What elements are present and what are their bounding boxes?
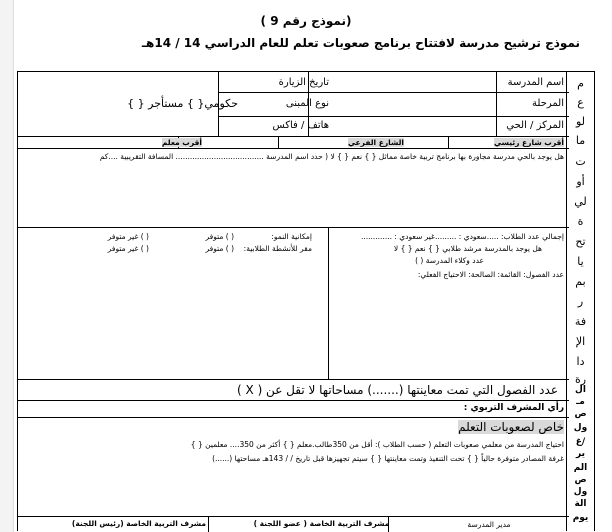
activities-not-available[interactable]: ( ) غير متوفر [107,244,149,253]
building-options[interactable]: حكومي{ } مستأجر { } [127,97,238,110]
side-label: ت [575,155,586,168]
form-number: ( نموذج رقم 9) [260,14,352,28]
side-label: فة [574,315,587,328]
side-label: ر [577,295,584,308]
growth-not-available[interactable]: ( ) غير متوفر [107,232,149,241]
side-label: ص [574,475,587,485]
activities-label: مقر للأنشطة الطلابية: [243,244,312,253]
side-label: الإ [575,335,586,348]
nearest-teacher-label: أقرب معلم [161,138,202,147]
side-column [566,72,594,531]
form-table [17,71,595,531]
center-label: المركز / الحي [506,120,564,131]
side-label: ما [575,134,586,147]
supervisor-opinion: رأي المشرف التربوي : [463,403,564,413]
side-label: الم [573,463,588,473]
activities-available[interactable]: ( ) متوفر [205,244,234,253]
special-text-resource-room: غرفة المصادر متوفرة حالياً { } تحت التنفيذ وتمت معاينتها { } سيتم تجهيزها قبل تاريخ / / 143هـ مساحتها (......) [212,454,564,463]
side-label: بم [575,275,586,288]
deputies-count: عدد وكلاء المدرسة ( ) [415,256,484,265]
growth-available[interactable]: ( ) متوفر [205,232,234,241]
side-street-label: الشارع الفرعي [347,138,404,147]
side-label: ص [574,409,587,419]
school-name-label: اسم المدرسة [507,77,564,88]
side-label: ع [577,96,584,109]
side-label: يوم [572,513,589,523]
stage-label: المرحلة [532,98,564,109]
special-section-title: خاص لصعوبات التعلم [458,420,564,434]
side-label: رة [574,373,587,386]
growth-label: إمكانية النمو: [271,232,312,241]
side-label: مـ [576,397,585,407]
side-label: ول [573,487,588,497]
side-label: لو [575,115,586,128]
total-students: إجمالي عدد الطلاب: .....سعودي : .........غير سعودي : ............. [360,232,564,241]
similar-program-question: هل يوجد بالحي مدرسة مجاورة بها برنامج تربية خاصة مماثل { } نعم { } لا ( حدد اسم المدرسة ..................................... المسافة التقريبية ....كم [99,152,564,161]
side-label: تح [575,235,586,248]
member-signature: مشرف التربية الخاصة ( عضو اللجنة ) [253,519,390,528]
side-label: لي [574,195,587,208]
side-label: ة [577,215,584,228]
special-text-teachers: احتياج المدرسة من معلمي صعوبات التعلم ( حسب الطلاب ): أقل من 350طالب.معلم { } أكثر من 350.... معلمين { } [190,440,564,449]
side-label: /غ [575,437,586,447]
form-title: نموذج ترشيح مدرسة لافتتاح برنامج صعوبات تعلم للعام الدراسي 14 / 14هـ [141,36,580,50]
classes-count: عدد الفصول: القائمة: الصالحة: الاحتياج الفعلي: [417,270,564,279]
inspected-classes: عدد الفصول التي تمت معاينتها (.......) مساحاتها لا تقل عن ( X ) [237,383,558,397]
phone-fax-label: هاتف / فاكس [272,120,329,131]
side-label: م [577,77,584,90]
side-label: ال [575,385,586,395]
principal-signature: مدير المدرسة [467,520,511,529]
side-label: ول [573,423,588,433]
head-signature: مشرف التربية الخاصة (رئيس اللجنة) [71,519,207,528]
side-label: دا [576,355,585,368]
visit-date-label: تاريخ الزيارة [278,77,329,88]
side-label: أو [576,175,585,188]
side-label: ير [576,449,585,459]
left-margin-bar [0,0,14,532]
building-type-label: نوع المبنى [285,98,329,109]
side-label: يا [577,255,584,268]
counselor-question: هل يوجد بالمدرسة مرشد طلابي { } نعم { } لا [393,244,542,253]
main-street-label: أقرب شارع رئيسي [494,138,564,147]
side-label: الة [574,499,587,509]
